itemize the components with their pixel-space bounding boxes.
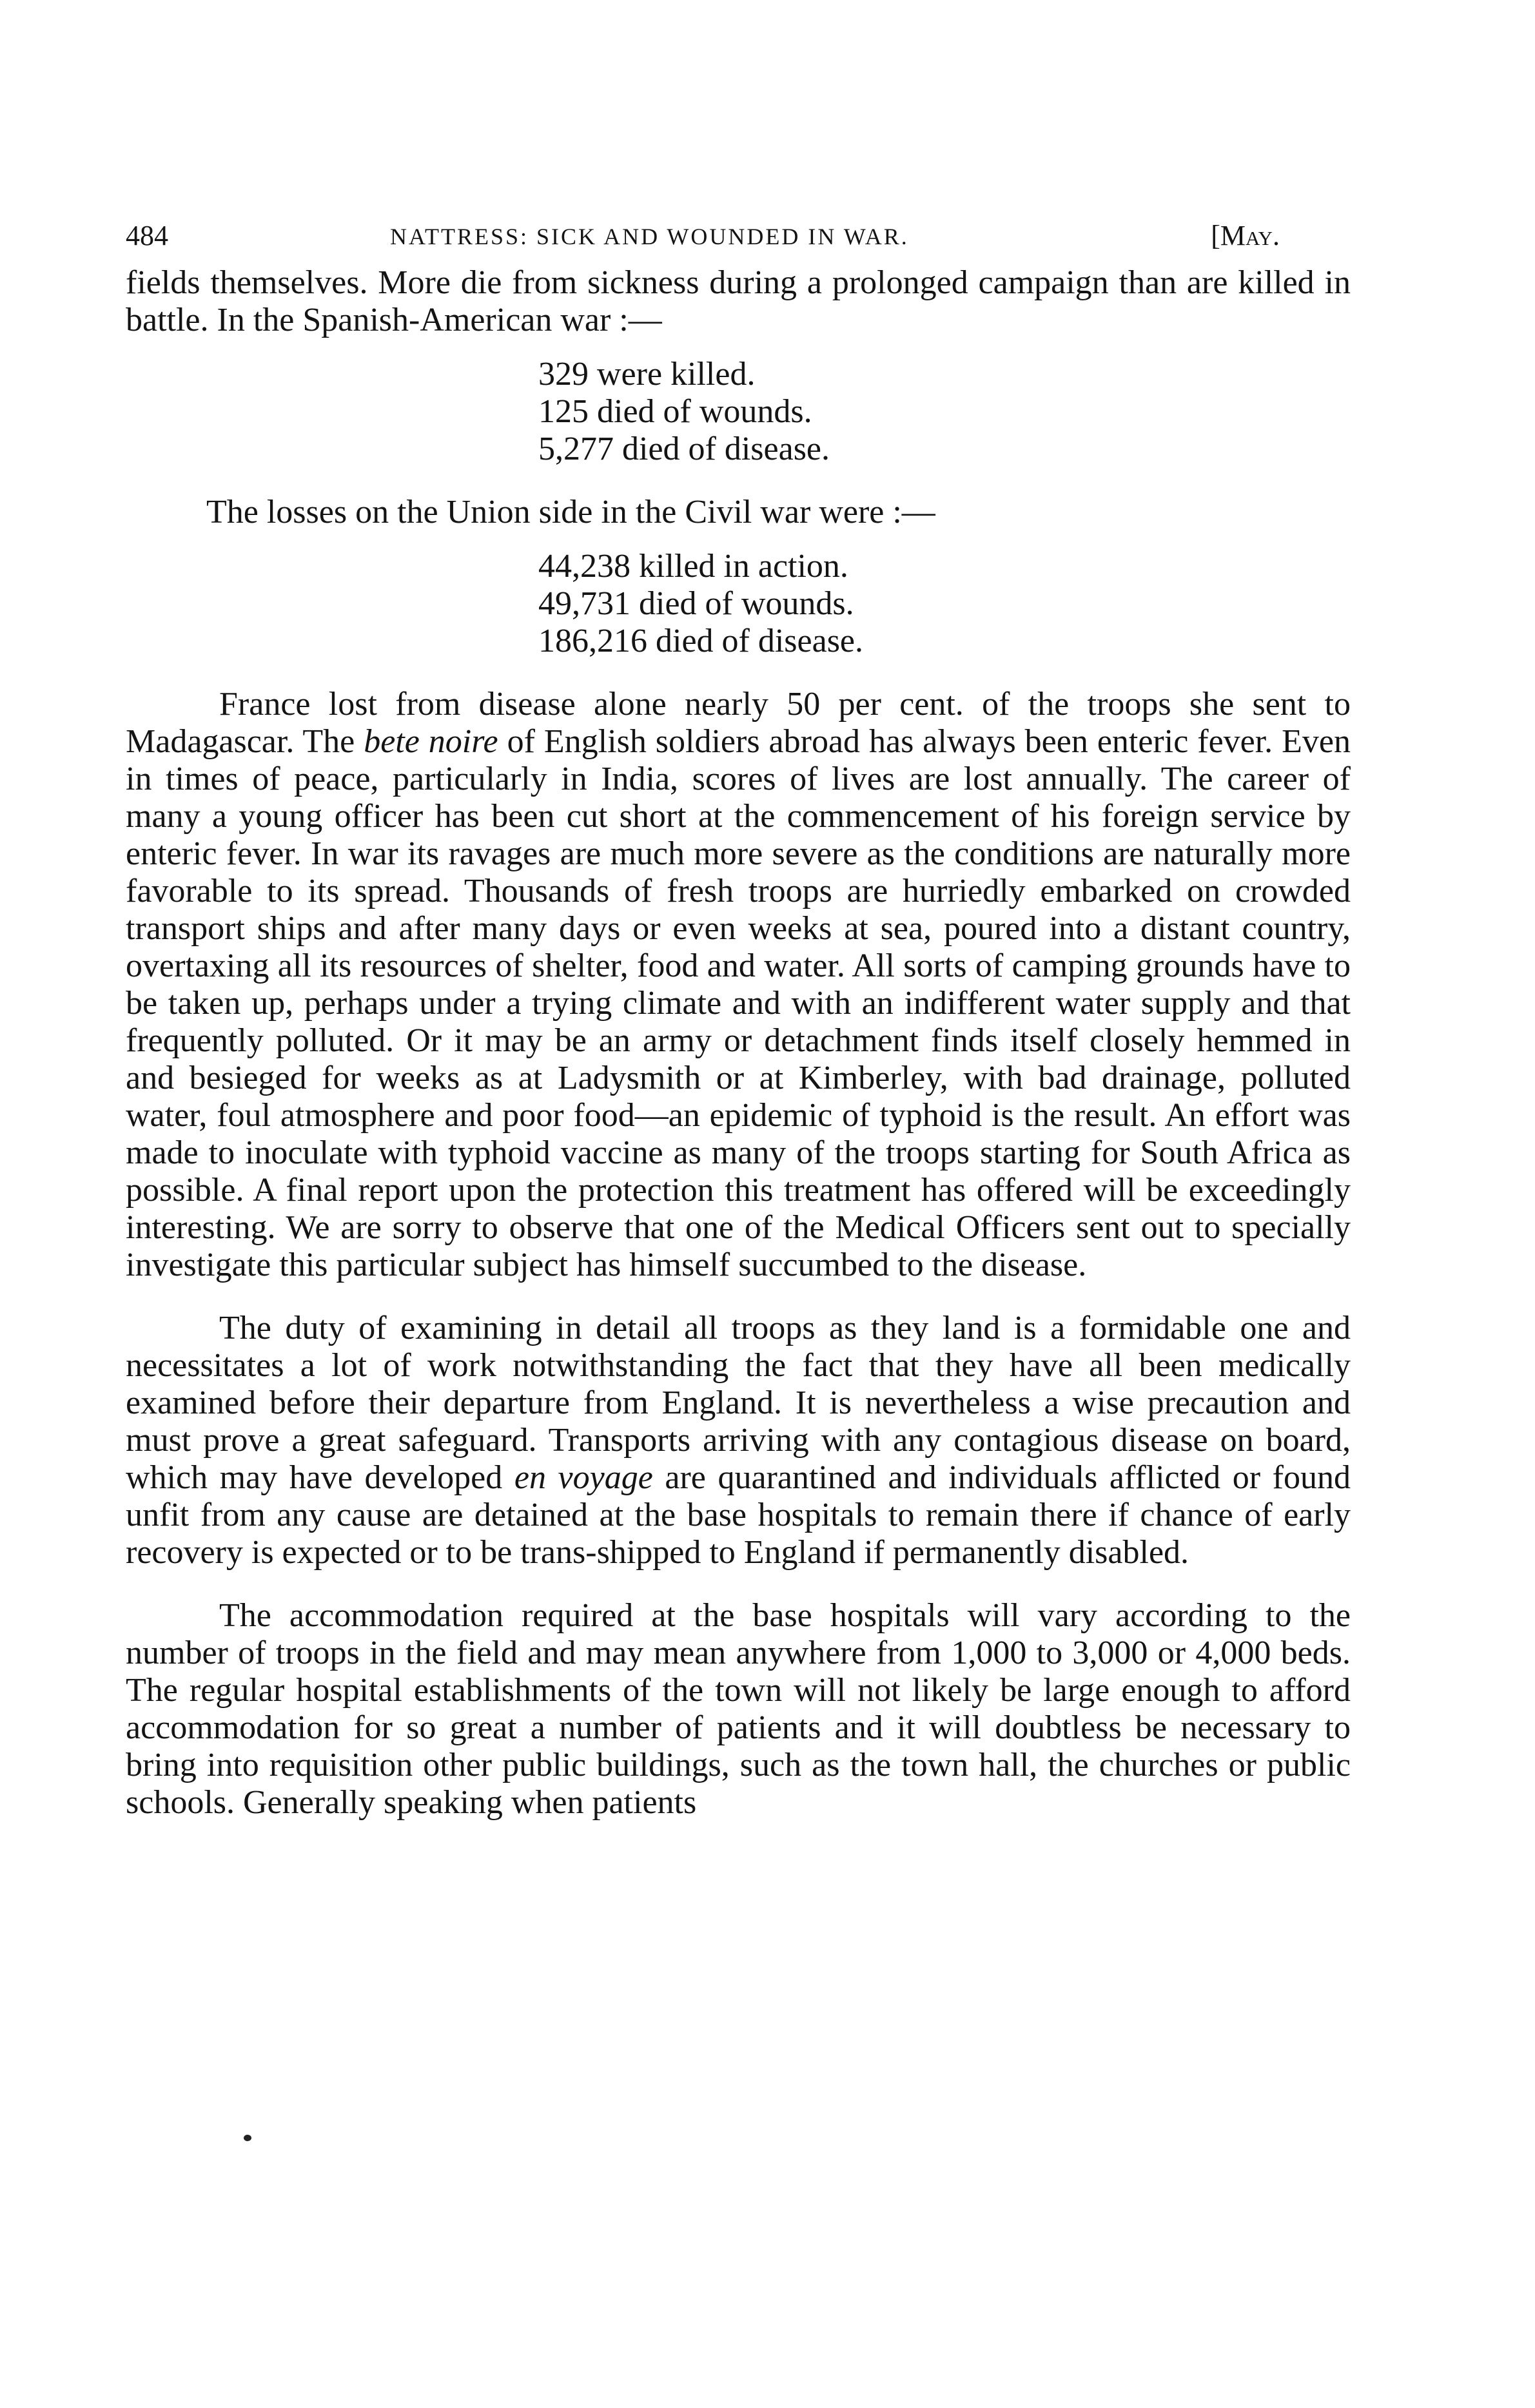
paragraph-france-enteric (126, 686, 1351, 1284)
civil-war-intro: The losses on the Union side in the Civil war were :— (206, 494, 935, 530)
civil-war-losses-list (538, 548, 1351, 660)
text-run: of English soldiers abroad has always been enteric fever. Even in times of peace, particularly in India, scores of lives are lost annually. The career of many a young officer has been cut short at the commencement of his foreign service by enteric fever. In war its ravages are much more severe as the conditions are naturally more favorable to its spread. Thousands of fresh troops are hurriedly embarked on crowded transport ships and after many days or even weeks at sea, poured into a distant country, overtaxing all its resources of shelter, food and water. All sorts of camping grounds have to be taken up, perhaps under a trying climate and with an indifferent water supply and that frequently polluted. Or it may be an army or detachment finds itself closely hemmed in and besieged for weeks as at Ladysmith or at Kimberley, with bad drainage, polluted water, foul atmosphere and poor food—an epidemic of typhoid is the result. An effort was made to inoculate with typhoid vaccine as many of the troops starting for South Africa as possible. A final report upon the protection this treatment has offered will be exceedingly interesting. We are sorry to observe that one of the Medical Officers sent out to specially investigate this particular subject has himself succumbed to the disease. (126, 723, 1351, 1283)
paragraph-accommodation: The accommodation required at the base hospitals will vary according to the number of troops in the field and may mean anywhere from 1,000 to 3,000 or 4,000 beds. The regular hospital establishments of the town will not likely be large enough to afford accommodation for so great a number of patients and it will doubtless be necessary to bring into requisition other public buildings, such as the town hall, the churches or public schools. Generally speaking when patients (126, 1597, 1351, 1821)
running-title: NATTRESS: SICK AND WOUNDED IN WAR. (390, 224, 909, 249)
text-run: France lost from disease alone nearly 50 per cent. of the troops she sent to Madagascar. The (126, 686, 1351, 760)
header-month: [May. (1211, 220, 1280, 251)
running-header (126, 219, 1351, 264)
ink-speck (244, 2135, 251, 2141)
list-item: 5,277 died of disease. (538, 431, 830, 467)
list-item: 125 died of wounds. (538, 393, 812, 430)
list-item: 186,216 died of disease. (538, 623, 864, 659)
spanish-american-losses-list (538, 356, 1351, 468)
text-run: The duty of examining in detail all troops as they land is a formidable one and necessitates a lot of work notwithstanding the fact that they have all been medically examined before their departure from England. It is nevertheless a wise precaution and must prove a great safeguard. Transports arriving with any contagious disease on board, which may have developed (126, 1310, 1351, 1496)
page-number: 484 (126, 220, 168, 251)
journal-page (126, 219, 1351, 1821)
list-item: 49,731 died of wounds. (538, 585, 854, 622)
opening-paragraph: fields themselves. More die from sickness during a prolonged campaign than are killed in battle. In the Spanish-American war :— (126, 264, 1351, 338)
list-item: 329 were killed. (538, 356, 756, 393)
paragraph-examining-troops (126, 1310, 1351, 1571)
list-item: 44,238 killed in action. (538, 548, 848, 585)
text-run: are quarantined and individuals afflicted or found unfit from any cause are detained at the base hospitals to remain there if chance of early recovery is expected or to be trans-shipped to England if permanently disabled. (126, 1459, 1351, 1571)
italic-phrase: bete noire (364, 723, 498, 760)
italic-phrase: en voyage (514, 1459, 653, 1496)
